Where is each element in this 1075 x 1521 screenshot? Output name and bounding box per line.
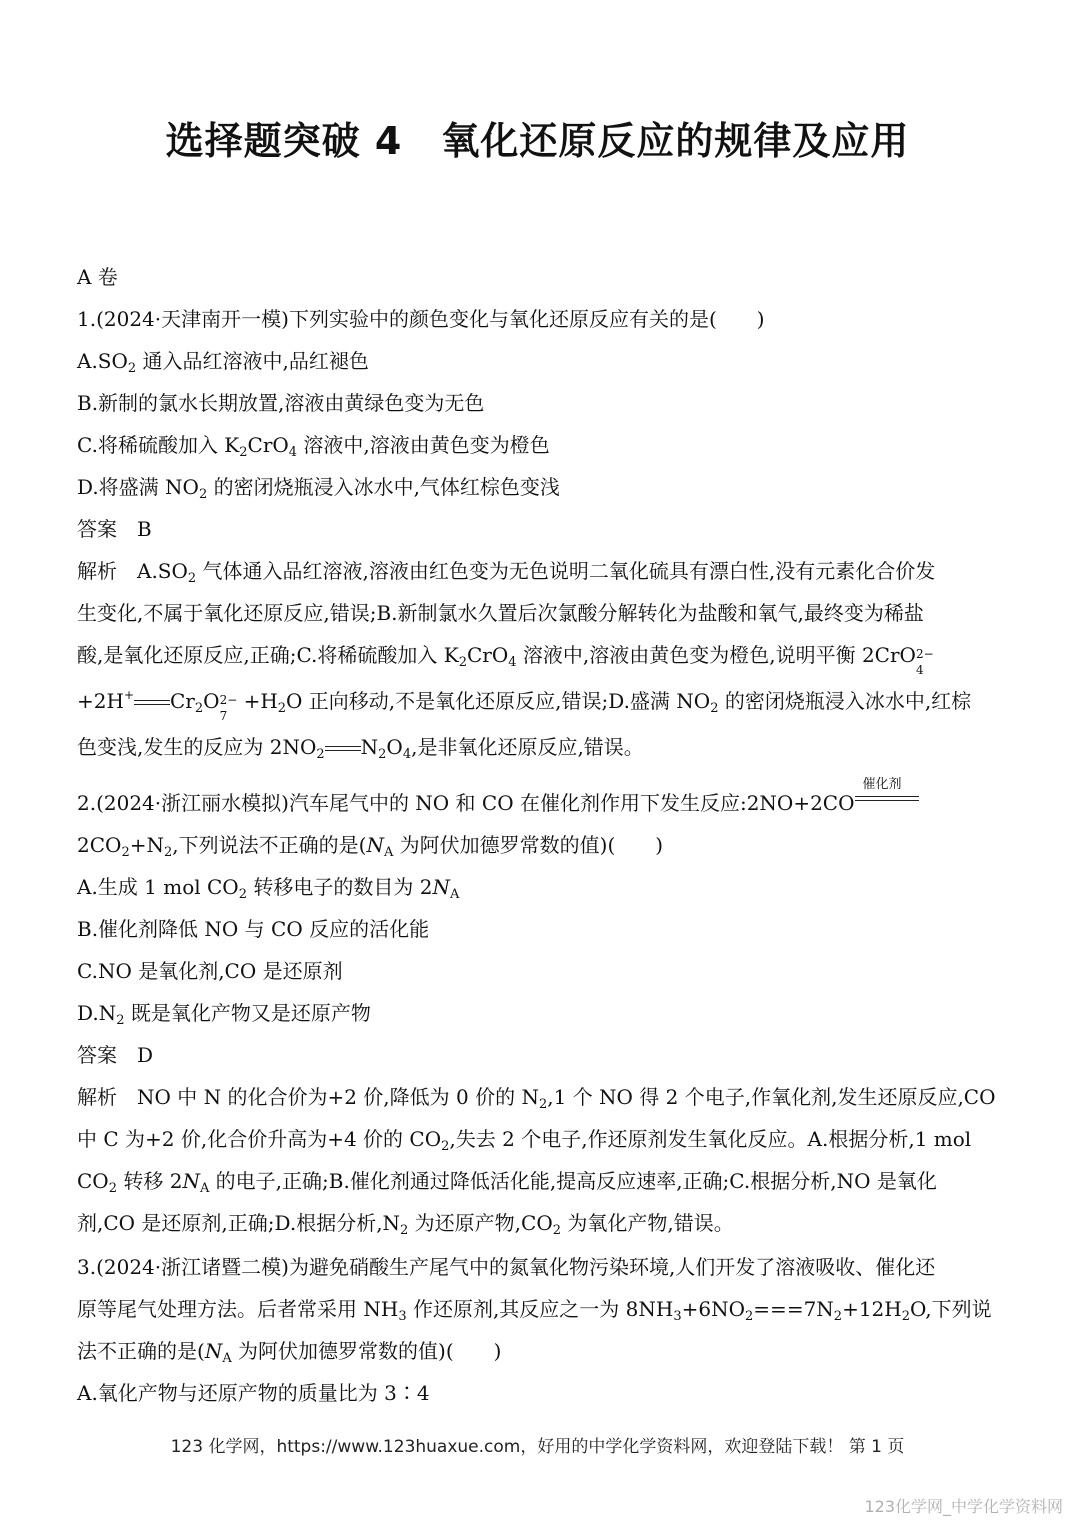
q1-option-c: C.将稀硫酸加入 $K_2CrO_4$ 溶液中,溶液由黄色变为橙色 <box>77 433 550 460</box>
q1-explanation-line5: 色变浅,发生的反应为 $2NO_2$ $N_2O_4$,是非氧化还原反应,错误。 <box>77 735 644 762</box>
q1-explanation-line3: 酸,是氧化还原反应,正确;C.将稀硫酸加入 $K_2CrO_4$ 溶液中,溶液由黄色变为橙色,说明平衡 2CrO 2− 4 <box>77 643 934 677</box>
q2-option-c: C.NO 是氧化剂,CO 是还原剂 <box>77 959 343 983</box>
q1-explanation-line4: +2H+ $Cr_2O$ 2− 7 $+H_2O$ 正向移动,不是氧化还原反应,错误;D.盛满 $NO_2$ 的密闭烧瓶浸入冰水中,红棕 <box>77 688 972 723</box>
q1-option-b: B.新制的氯水长期放置,溶液由黄绿色变为无色 <box>77 391 485 415</box>
q1-option-a: $A.SO_2$ 通入品红溶液中,品红褪色 <box>77 349 369 376</box>
q2-answer: 答案 D <box>77 1043 154 1067</box>
q1-stem: 1.(2024·天津南开一模)下列实验中的颜色变化与氧化还原反应有关的是( ) <box>77 307 765 331</box>
q1-answer: 答案 B <box>77 517 152 541</box>
q2-explanation-line3: $CO_2$ 转移 $2N_A$ 的电子,正确;B.催化剂通过降低活化能,提高反应速率,正确;C.根据分析,NO 是氧化 <box>77 1169 937 1196</box>
q2-stem-line1: 2.(2024·浙江丽水模拟)汽车尾气中的 NO 和 CO 在催化剂作用下发生反应:2NO+2CO 催化剂 <box>77 788 1007 818</box>
q2-explanation-line4: 剂,CO 是还原剂,正确;D.根据分析$,N_2$ 为还原产物$,CO_2$ 为氧化产物,错误。 <box>77 1211 734 1238</box>
catalyst-arrow: 催化剂 <box>855 790 919 810</box>
q2-option-a: A.生成 1 mol $CO_2$ 转移电子的数目为 $2N_A$ <box>77 875 460 902</box>
q3-stem-line1: 3.(2024·浙江诸暨二模)为避免硝酸生产尾气中的氮氧化物污染环境,人们开发了溶液吸收、催化还 <box>77 1255 936 1279</box>
q3-stem-line3: 法不正确的是($N_A$ 为阿伏加德罗常数的值)( ) <box>77 1339 502 1366</box>
q1-option-d: D.将盛满 $NO_2$ 的密闭烧瓶浸入冰水中,气体红棕色变浅 <box>77 475 560 502</box>
q3-option-a: A.氧化产物与还原产物的质量比为 3∶4 <box>77 1381 430 1405</box>
q3-stem-line2: 原等尾气处理方法。后者常采用 $NH_3$ 作还原剂,其反应之一为 $8NH_3+6NO_2===7N_2+12H_2O$,下列说 <box>77 1297 992 1324</box>
q2-option-d: $D.N_2$ 既是氧化产物又是还原产物 <box>77 1001 371 1028</box>
equilibrium-arrow-icon <box>134 698 170 708</box>
q1-explanation-line1: 解析 $A.SO_2$ 气体通入品红溶液,溶液由红色变为无色说明二氧化硫具有漂白性,没有元素化合价发 <box>77 559 936 586</box>
q1-explanation-line2: 生变化,不属于氧化还原反应,错误;B.新制氯水久置后次氯酸分解转化为盐酸和氧气,最终变为稀盐 <box>77 601 924 625</box>
q2-stem-line2: $2CO_2+N_2$,下列说法不正确的是($N_A$ 为阿伏加德罗常数的值)( ) <box>77 833 664 860</box>
watermark: 123化学网_中学化学资料网 <box>864 1497 1063 1516</box>
q2-option-b: B.催化剂降低 NO 与 CO 反应的活化能 <box>77 917 430 941</box>
q2-explanation-line1: 解析 NO 中 N 的化合价为+2 价,降低为 0 价的 $N_2,1$ 个 NO 得 2 个电子,作氧化剂,发生还原反应,CO <box>77 1085 996 1112</box>
page-footer: 123 化学网，https://www.123huaxue.com，好用的中学化学资料网，欢迎登陆下载！ 第 1 页 <box>170 1437 905 1457</box>
equilibrium-arrow-icon <box>325 744 361 754</box>
section-label: A 卷 <box>77 265 118 289</box>
page-title: 选择题突破 4 氧化还原反应的规律及应用 <box>165 119 910 163</box>
q2-explanation-line2: 中 C 为+2 价,化合价升高为+4 价的 $CO_2$,失去 2 个电子,作还原剂发生氧化反应。A.根据分析,1 mol <box>77 1127 972 1154</box>
